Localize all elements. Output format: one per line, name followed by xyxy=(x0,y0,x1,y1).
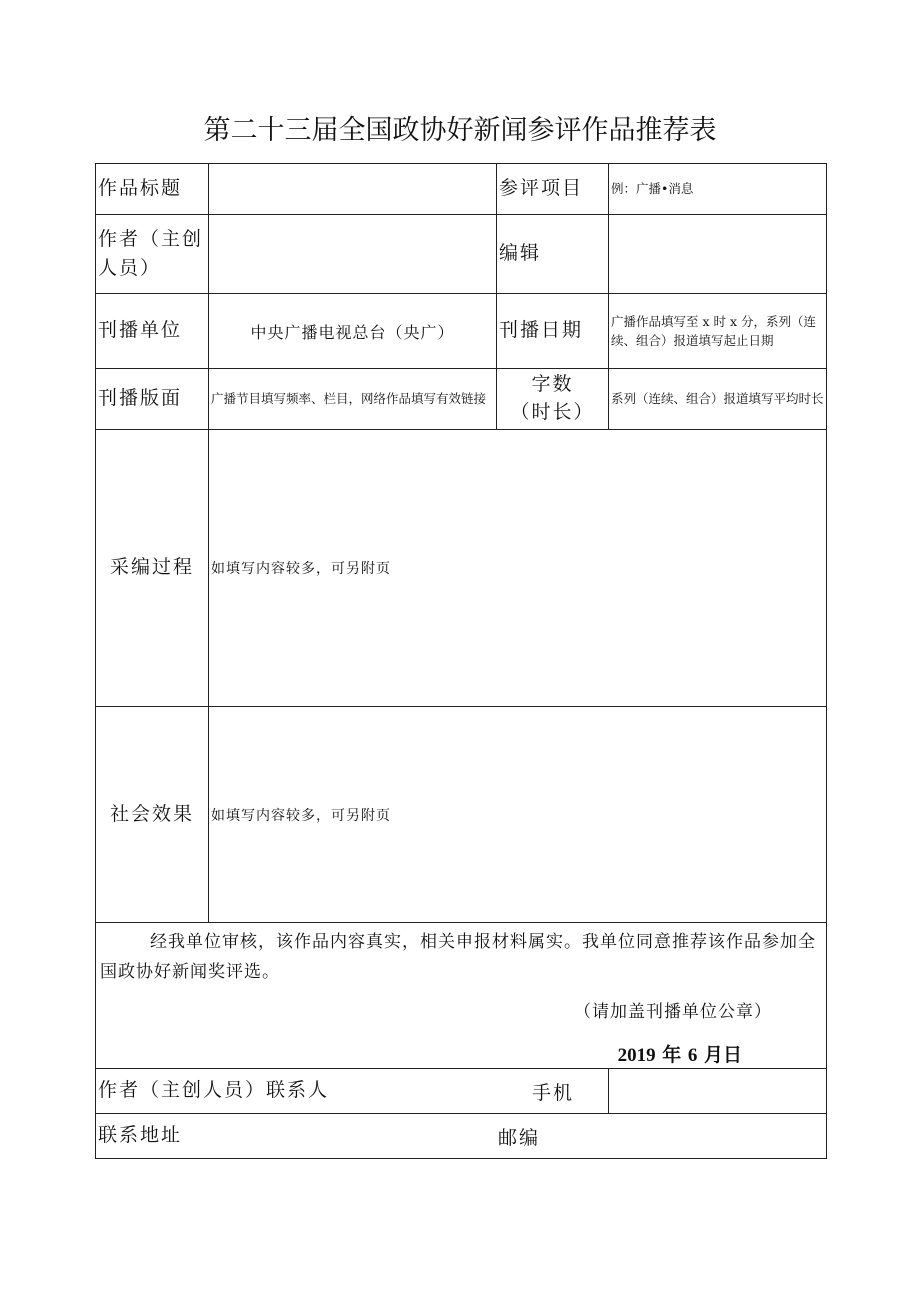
field-work-title[interactable] xyxy=(209,164,497,215)
row-section xyxy=(96,369,827,430)
field-section[interactable]: 广播节目填写频率、栏目，网络作品填写有效链接 xyxy=(209,369,497,430)
field-effect[interactable]: 如填写内容较多，可另附页 xyxy=(209,707,827,923)
field-phone[interactable] xyxy=(609,1069,827,1114)
label-work-title: 作品标题 xyxy=(96,164,209,215)
row-work-title xyxy=(96,164,827,215)
field-publish-date[interactable]: 广播作品填写至 x 时 x 分，系列（连续、组合）报道填写起止日期 xyxy=(609,294,827,369)
date-year: 2019 xyxy=(617,1045,656,1066)
date-month: 6 xyxy=(687,1045,698,1066)
label-process: 采编过程 xyxy=(96,430,209,707)
row-process xyxy=(96,430,827,707)
date-month-unit: 月日 xyxy=(703,1044,742,1066)
field-word-count[interactable]: 系列（连续、组合）报道填写平均时长 xyxy=(609,369,827,430)
row-author xyxy=(96,215,827,294)
label-author: 作者（主创人员） xyxy=(96,215,209,294)
label-word-count xyxy=(497,369,609,430)
row-publisher xyxy=(96,294,827,369)
row-contact xyxy=(96,1069,827,1114)
row-declaration xyxy=(96,923,827,1069)
field-process[interactable]: 如填写内容较多，可另附页 xyxy=(209,430,827,707)
label-publisher: 刊播单位 xyxy=(96,294,209,369)
field-entry-category[interactable]: 例：广播•消息 xyxy=(609,164,827,215)
label-phone: 手机 xyxy=(532,1082,575,1104)
recommendation-form xyxy=(95,163,827,1159)
declaration-date xyxy=(98,1040,824,1067)
label-contact: 作者（主创人员）联系人 xyxy=(98,1079,330,1102)
field-author[interactable] xyxy=(209,215,497,294)
row-effect xyxy=(96,707,827,923)
declaration-text: 经我单位审核，该作品内容真实，相关申报材料属实。我单位同意推荐该作品参加全国政协好新闻奖评选。 xyxy=(100,932,816,982)
label-word-count-main: 字数 xyxy=(531,373,574,396)
declaration-cell xyxy=(96,923,827,1069)
contact-cell xyxy=(96,1069,609,1114)
label-editor: 编辑 xyxy=(497,215,609,294)
label-address: 联系地址 xyxy=(98,1124,183,1147)
label-publish-date: 刊播日期 xyxy=(497,294,609,369)
declaration-paragraph xyxy=(98,923,824,987)
date-year-unit: 年 xyxy=(662,1044,682,1066)
label-word-count-sub: （时长） xyxy=(510,401,595,423)
label-effect: 社会效果 xyxy=(96,707,209,923)
address-cell[interactable] xyxy=(96,1114,827,1159)
label-postcode: 邮编 xyxy=(498,1127,541,1149)
label-section: 刊播版面 xyxy=(96,369,209,430)
field-editor[interactable] xyxy=(609,215,827,294)
row-address xyxy=(96,1114,827,1159)
form-title: 第二十三届全国政协好新闻参评作品推荐表 xyxy=(203,115,717,146)
label-entry-category: 参评项目 xyxy=(497,164,609,215)
stamp-note: （请加盖刊播单位公章） xyxy=(574,1002,772,1022)
field-publisher[interactable]: 中央广播电视总台（央广） xyxy=(209,294,497,369)
